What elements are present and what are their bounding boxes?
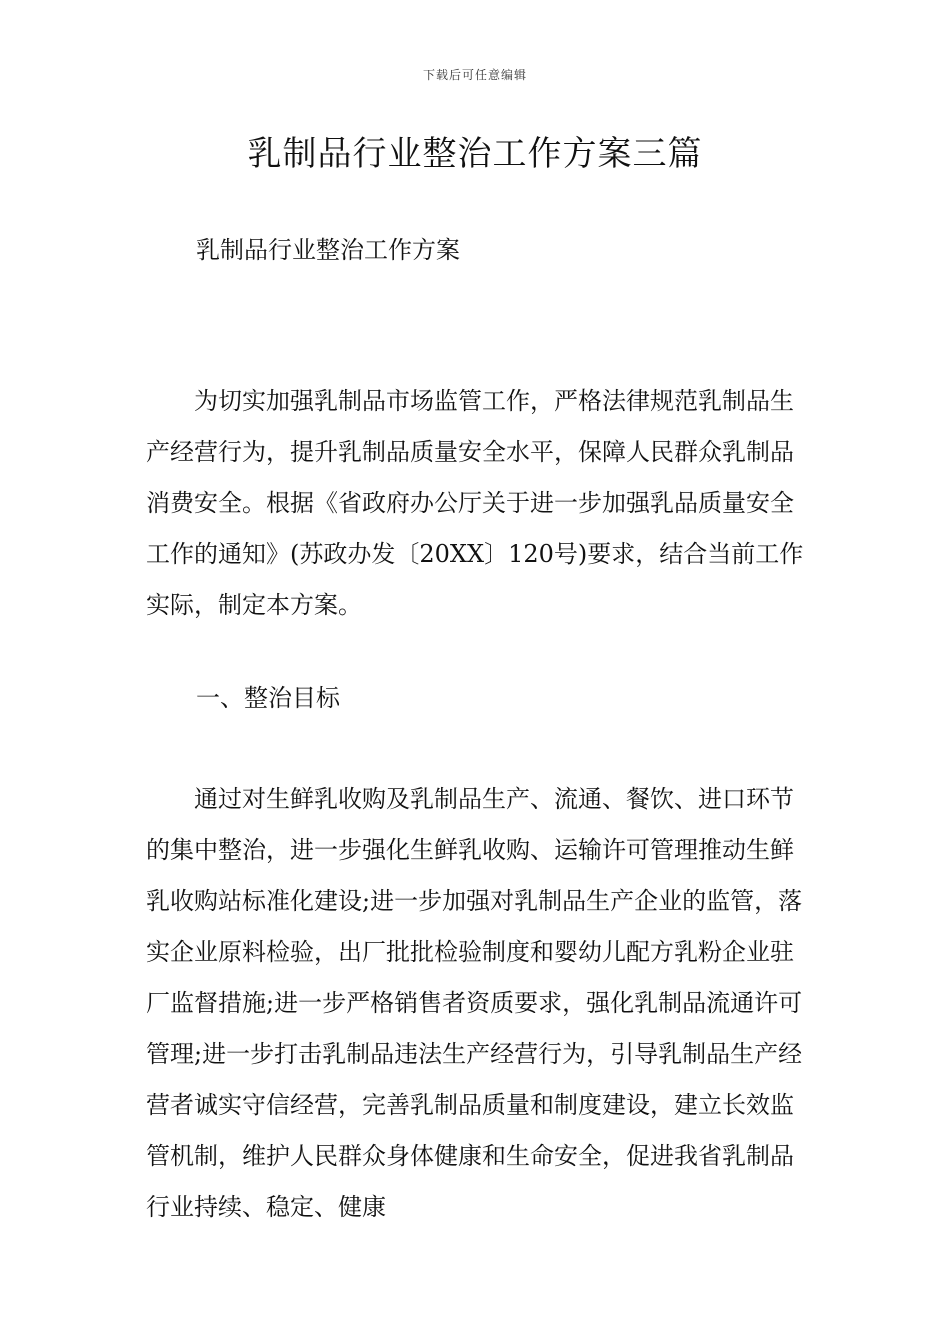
document-subtitle: 乳制品行业整治工作方案 <box>196 236 460 264</box>
section-heading: 一、整治目标 <box>196 684 340 712</box>
intro-paragraph: 为切实加强乳制品市场监管工作，严格法律规范乳制品生产经营行为，提升乳制品质量安全水平，保障人民群众乳制品消费安全。根据《省政府办公厅关于进一步加强乳品质量安全工作的通知》(苏政办发〔20XX〕120号)要求，结合当前工作实际，制定本方案。 <box>146 387 804 619</box>
document-title: 乳制品行业整治工作方案三篇 <box>247 134 703 174</box>
header-note: 下载后可任意编辑 <box>422 68 527 82</box>
section-paragraph: 通过对生鲜乳收购及乳制品生产、流通、餐饮、进口环节的集中整治，进一步强化生鲜乳收购、运输许可管理推动生鲜乳收购站标准化建设;进一步加强对乳制品生产企业的监管，落实企业原料检验，出厂批批检验制度和婴幼儿配方乳粉企业驻厂监督措施;进一步严格销售者资质要求，强化乳制品流通许可管理;进一步打击乳制品违法生产经营行为，引导乳制品生产经营者诚实守信经营，完善乳制品质量和制度建设，建立长效监管机制，维护人民群众身体健康和生命安全，促进我省乳制品行业持续、稳定、健康 <box>146 785 803 1221</box>
